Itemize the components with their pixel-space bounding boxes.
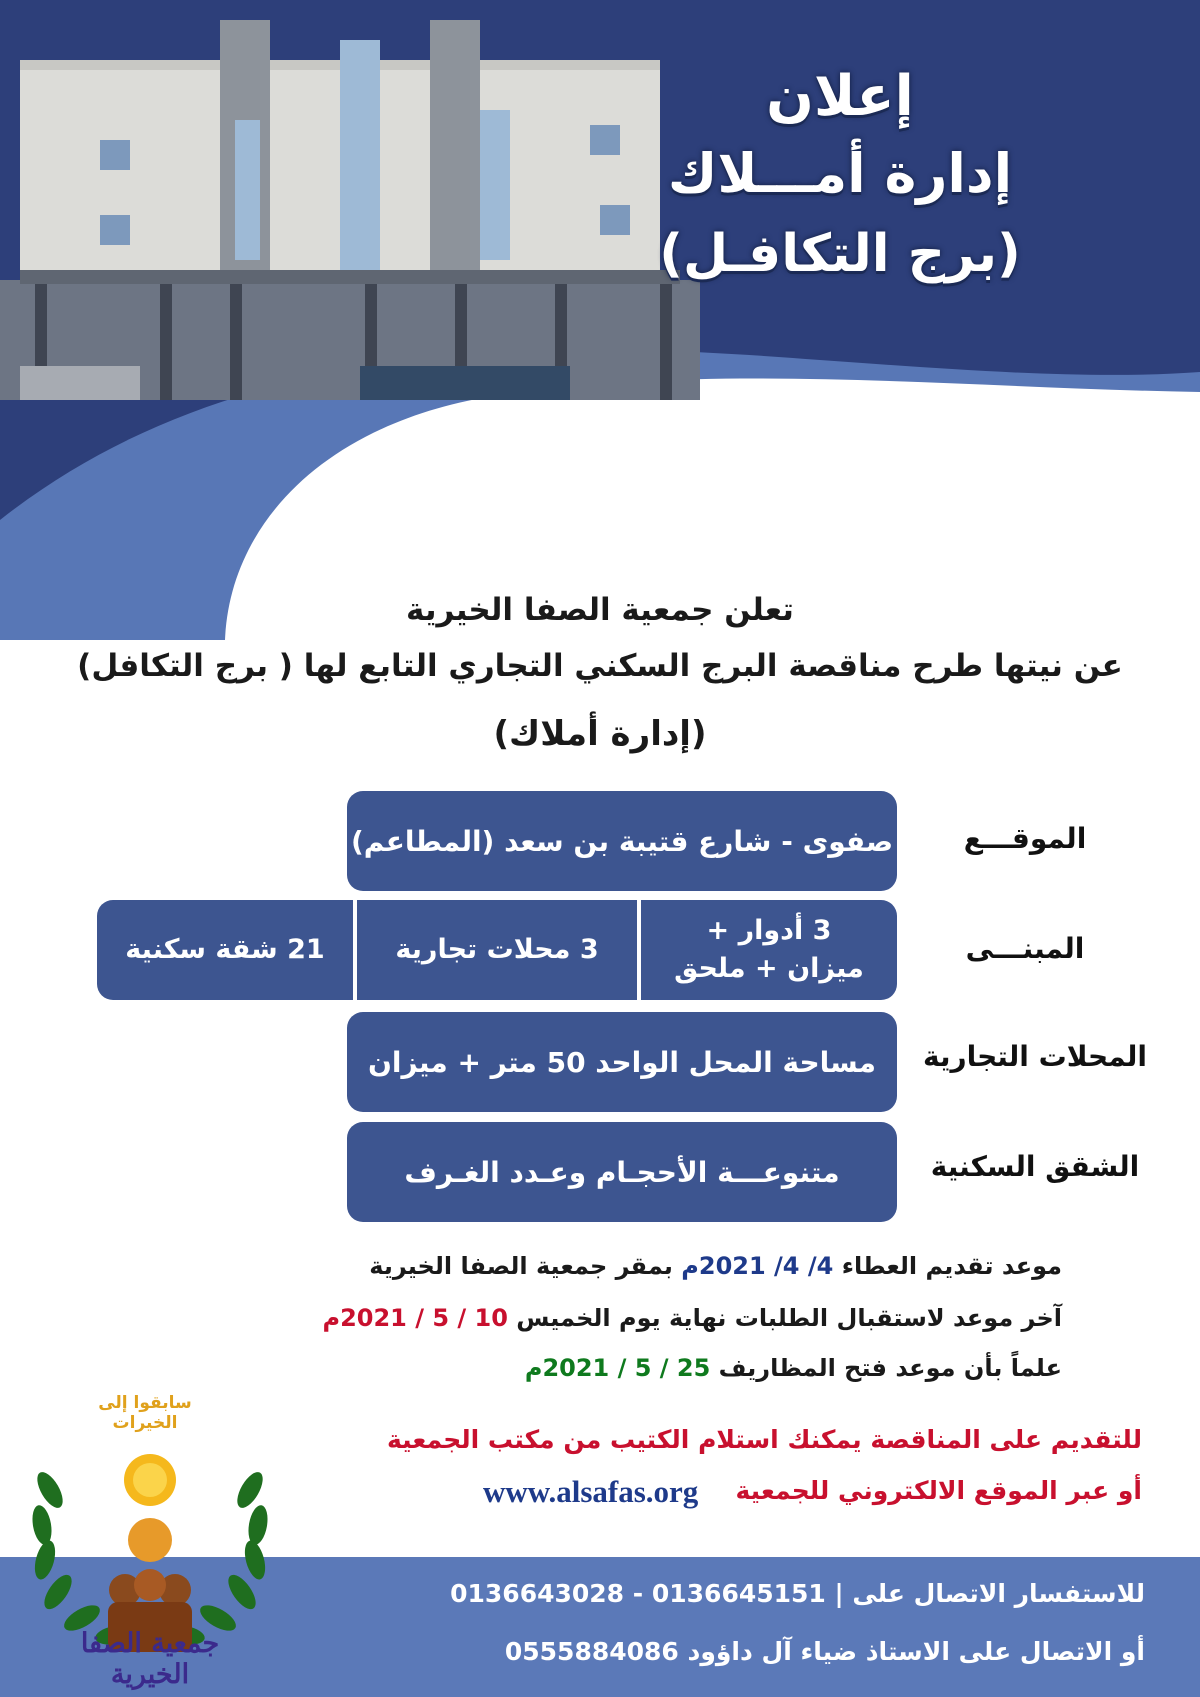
contact-phones: للاستفسار الاتصال على | 0136645151 - 0136643028 xyxy=(450,1579,1145,1608)
building-floors-line-1: 3 أدوار + xyxy=(706,915,832,946)
submission-prefix: موعد تقديم العطاء xyxy=(841,1252,1062,1280)
title-property-management: إدارة أمـــلاك xyxy=(667,142,1013,205)
contact-person: أو الاتصال على الاستاذ ضياء آل داؤود 0555884086 xyxy=(504,1637,1145,1666)
opening-prefix: علماً بأن موعد فتح المظاريف xyxy=(718,1354,1062,1382)
submission-suffix: بمقر جمعية الصفا الخيرية xyxy=(369,1252,673,1280)
shops-value: مساحة المحل الواحد 50 متر + ميزان xyxy=(347,1012,897,1112)
intro-description: عن نيتها طرح مناقصة البرج السكني التجاري التابع لها ( برج التكافل) xyxy=(77,648,1123,684)
apartments-label: الشقق السكنية xyxy=(930,1150,1140,1183)
building-floors-cell xyxy=(641,900,897,1000)
building-floors-line-2: ميزان + ملحق xyxy=(674,953,864,984)
building-label: المبنـــى xyxy=(965,932,1085,965)
title-tower-name: (برج التكافـل) xyxy=(659,224,1021,284)
location-value: صفوى - شارع قتيبة بن سعد (المطاعم) xyxy=(347,791,897,891)
location-label: الموقـــع xyxy=(963,822,1087,855)
opening-date: 25 / 5 / 2021م xyxy=(524,1354,711,1382)
apply-website-text: أو عبر الموقع الالكتروني للجمعية xyxy=(735,1476,1142,1505)
deadline-date: 10 / 5 / 2021م xyxy=(322,1304,508,1332)
building-photo xyxy=(0,0,700,400)
deadline-prefix: آخر موعد لاستقبال الطلبات نهاية يوم الخميس xyxy=(516,1304,1062,1332)
building-apartments-cell: 21 شقة سكنية xyxy=(97,900,353,1000)
shops-label: المحلات التجارية xyxy=(922,1040,1148,1073)
apply-instructions: للتقديم على المناقصة يمكنك استلام الكتيب من مكتب الجمعية xyxy=(387,1425,1142,1454)
opening-line xyxy=(525,1354,1062,1382)
submission-date-line xyxy=(369,1252,1062,1280)
building-shops-cell: 3 محلات تجارية xyxy=(357,900,637,1000)
title-announcement: إعلان xyxy=(766,64,914,129)
apartments-value: متنوعـــة الأحجـام وعـدد الغـرف xyxy=(347,1122,897,1222)
deadline-line xyxy=(322,1304,1062,1332)
logo-name: جمعية الصفا الخيرية xyxy=(80,1628,220,1690)
logo-motto: سابقوا إلى الخيرات xyxy=(98,1393,192,1433)
intro-heading: تعلن جمعية الصفا الخيرية xyxy=(406,592,794,628)
announcement-title xyxy=(630,60,1050,294)
submission-date: 4/ 4/ 2021م xyxy=(681,1252,834,1280)
building-details xyxy=(97,900,897,1000)
intro-subtitle: (إدارة أملاك) xyxy=(493,714,707,754)
website-link[interactable]: www.alsafas.org xyxy=(483,1474,699,1509)
